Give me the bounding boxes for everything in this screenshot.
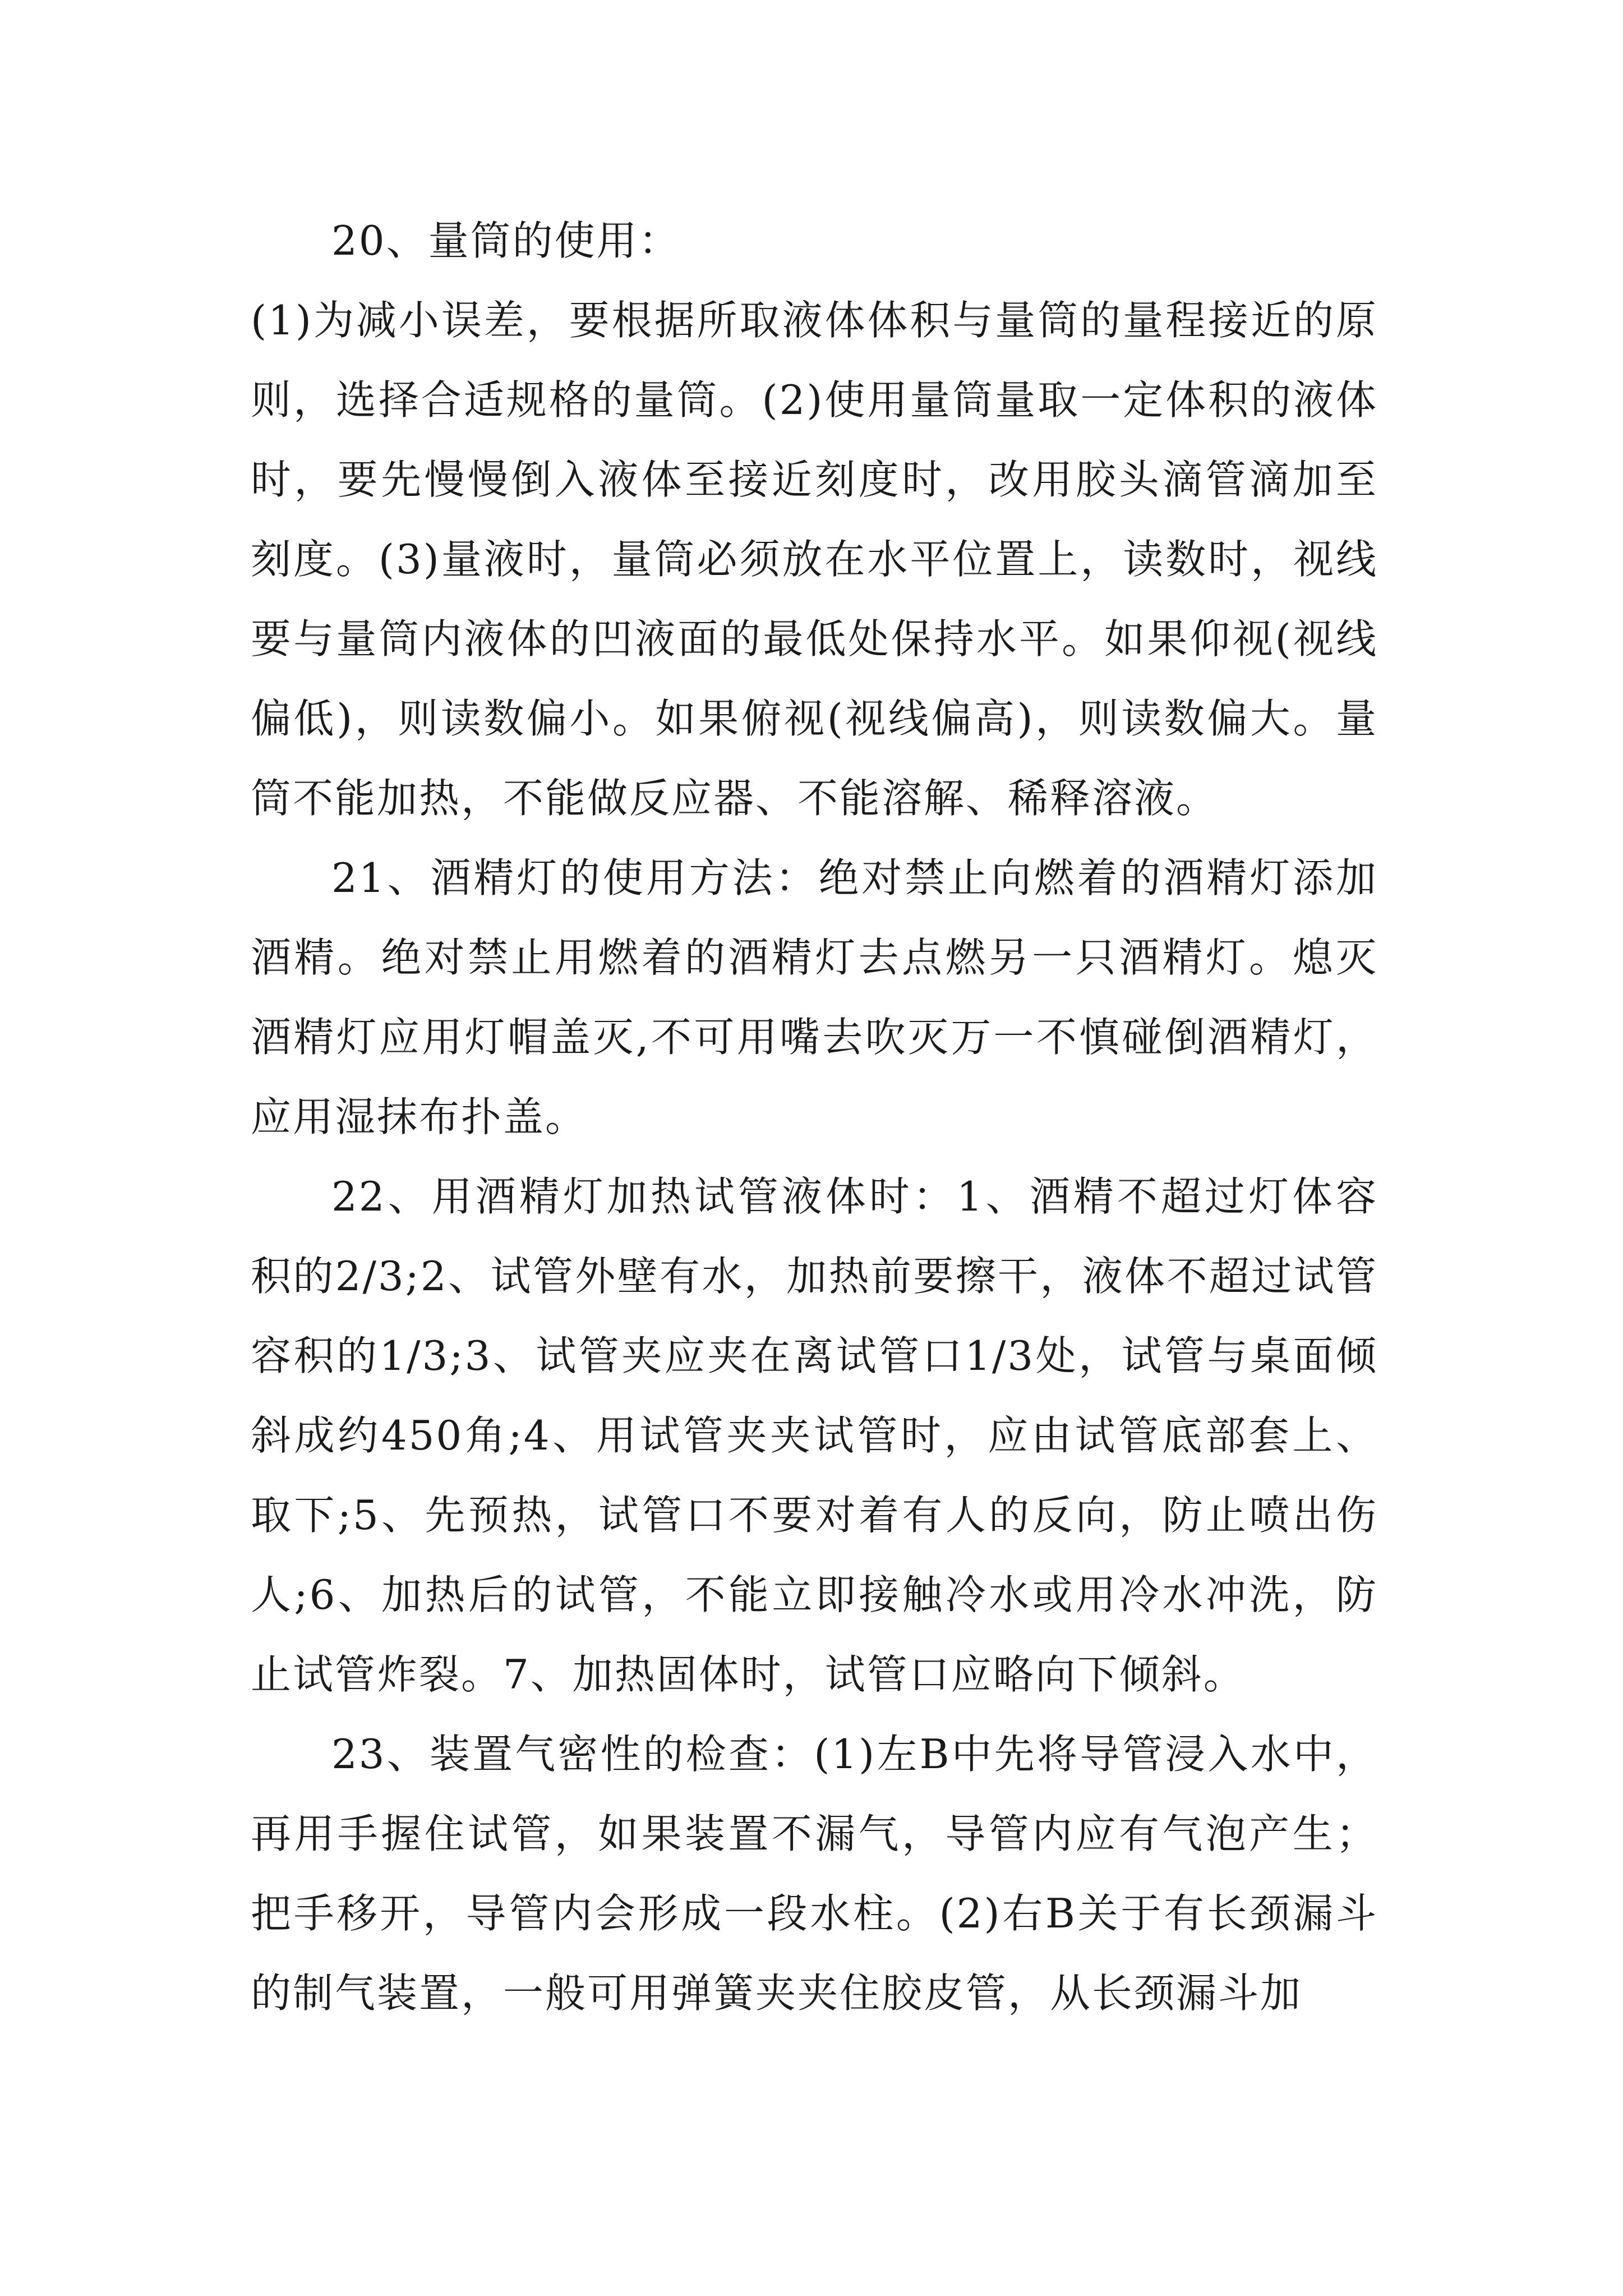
paragraph-item-22: 22、用酒精灯加热试管液体时：1、酒精不超过灯体容积的2/3;2、试管外壁有水，加热前要擦干，液体不超过试管容积的1/3;3、试管夹应夹在离试管口1/3处，试管与桌面倾斜成约450角;4、用试管夹夹试管时，应由试管底部套上、取下;5、先预热，试管口不要对着有人的反向，防止喷出伤人;6、加热后的试管，不能立即接触冷水或用冷水冲洗，防止试管炸裂。7、加热固体时，试管口应略向下倾斜。 (251, 1173, 1378, 1698)
paragraph-item-20-body: (1)为减小误差，要根据所取液体体积与量筒的量程接近的原则，选择合适规格的量筒。(2)使用量筒量取一定体积的液体时，要先慢慢倒入液体至接近刻度时，改用胶头滴管滴加至刻度。(3)量液时，量筒必须放在水平位置上，读数时，视线要与量筒内液体的凹液面的最低处保持水平。如果仰视(视线偏低)，则读数偏小。如果俯视(视线偏高)，则读数偏大。量筒不能加热，不能做反应器、不能溶解、稀释溶液。 (251, 297, 1378, 822)
paragraph-item-21: 21、酒精灯的使用方法：绝对禁止向燃着的酒精灯添加酒精。绝对禁止用燃着的酒精灯去点燃另一只酒精灯。熄灭酒精灯应用灯帽盖灭,不可用嘴去吹灭万一不慎碰倒酒精灯，应用湿抹布扑盖。 (251, 854, 1378, 1140)
paragraph-item-20-heading: 20、量筒的使用： (331, 217, 681, 264)
document-body (251, 201, 1378, 2033)
paragraph-item-23: 23、装置气密性的检查：(1)左B中先将导管浸入水中，再用手握住试管，如果装置不漏气，导管内应有气泡产生；把手移开，导管内会形成一段水柱。(2)右B关于有长颈漏斗的制气装置，一般可用弹簧夹夹住胶皮管，从长颈漏斗加 (251, 1731, 1378, 2017)
